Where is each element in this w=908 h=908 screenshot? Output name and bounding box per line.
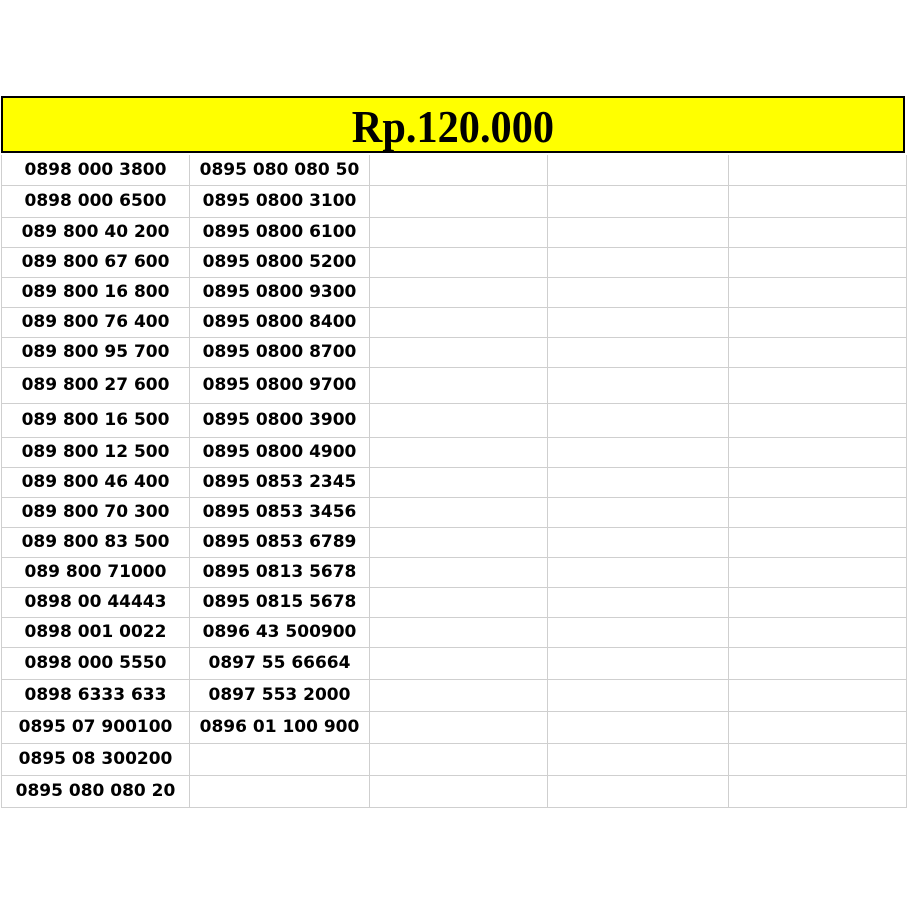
table-cell: 0895 0800 8400 xyxy=(190,307,370,337)
table-row xyxy=(2,367,907,403)
table-cell xyxy=(729,367,907,403)
table-cell xyxy=(729,587,907,617)
table-cell xyxy=(370,403,548,437)
table-cell: 0898 00 44443 xyxy=(2,587,190,617)
table-cell xyxy=(729,155,907,185)
table-cell xyxy=(370,467,548,497)
table-cell: 0895 080 080 20 xyxy=(2,775,190,807)
table-cell: 0898 001 0022 xyxy=(2,617,190,647)
table-cell xyxy=(729,679,907,711)
table-cell xyxy=(548,307,729,337)
table-cell xyxy=(370,277,548,307)
table-cell xyxy=(190,743,370,775)
table-cell: 089 800 67 600 xyxy=(2,247,190,277)
table-cell xyxy=(729,307,907,337)
table-cell: 0896 43 500900 xyxy=(190,617,370,647)
table-cell: 089 800 27 600 xyxy=(2,367,190,403)
table-row xyxy=(2,497,907,527)
price-title: Rp.120.000 xyxy=(351,100,555,152)
table-cell xyxy=(729,617,907,647)
table-cell: 0895 0800 8700 xyxy=(190,337,370,367)
table-cell xyxy=(370,185,548,217)
table-cell xyxy=(370,155,548,185)
table-cell xyxy=(370,679,548,711)
table-cell: 0896 01 100 900 xyxy=(190,711,370,743)
table-row xyxy=(2,155,907,185)
table-cell: 0895 0813 5678 xyxy=(190,557,370,587)
table-cell xyxy=(370,647,548,679)
table-cell xyxy=(190,775,370,807)
table-cell: 0897 55 66664 xyxy=(190,647,370,679)
table-row xyxy=(2,743,907,775)
table-cell xyxy=(729,557,907,587)
table-cell xyxy=(370,617,548,647)
table-cell: 089 800 16 500 xyxy=(2,403,190,437)
table-row xyxy=(2,711,907,743)
table-cell: 0895 0853 2345 xyxy=(190,467,370,497)
table-cell xyxy=(370,557,548,587)
table-cell: 089 800 70 300 xyxy=(2,497,190,527)
table-cell: 0898 000 6500 xyxy=(2,185,190,217)
table-cell xyxy=(370,247,548,277)
table-cell: 0895 0853 6789 xyxy=(190,527,370,557)
table-cell: 089 800 46 400 xyxy=(2,467,190,497)
table-cell xyxy=(548,467,729,497)
table-cell xyxy=(729,337,907,367)
table-row xyxy=(2,557,907,587)
table-cell: 0897 553 2000 xyxy=(190,679,370,711)
table-cell: 0898 6333 633 xyxy=(2,679,190,711)
table-cell: 0895 0800 6100 xyxy=(190,217,370,247)
table-cell: 0898 000 5550 xyxy=(2,647,190,679)
table-cell: 0895 0815 5678 xyxy=(190,587,370,617)
table-row xyxy=(2,277,907,307)
table-cell xyxy=(370,367,548,403)
table-row xyxy=(2,337,907,367)
table-cell xyxy=(548,587,729,617)
table-cell xyxy=(548,277,729,307)
table-row xyxy=(2,679,907,711)
table-cell xyxy=(729,185,907,217)
table-cell: 0895 0800 3900 xyxy=(190,403,370,437)
table-row xyxy=(2,307,907,337)
table-row xyxy=(2,185,907,217)
table-cell xyxy=(370,775,548,807)
table-cell xyxy=(370,437,548,467)
table-row xyxy=(2,217,907,247)
table-row xyxy=(2,775,907,807)
table-cell: 089 800 95 700 xyxy=(2,337,190,367)
table-cell xyxy=(370,527,548,557)
table-cell: 089 800 12 500 xyxy=(2,437,190,467)
table-row xyxy=(2,617,907,647)
table-cell xyxy=(548,155,729,185)
table-cell: 0895 0800 9700 xyxy=(190,367,370,403)
table-cell xyxy=(548,775,729,807)
table-cell: 0895 0800 4900 xyxy=(190,437,370,467)
table-cell xyxy=(548,247,729,277)
table-row xyxy=(2,587,907,617)
number-table-body xyxy=(2,155,907,807)
table-cell: 0895 0800 3100 xyxy=(190,185,370,217)
table-cell: 0898 000 3800 xyxy=(2,155,190,185)
table-cell xyxy=(548,437,729,467)
table-cell xyxy=(548,617,729,647)
table-cell xyxy=(370,337,548,367)
number-table xyxy=(1,155,907,808)
table-row xyxy=(2,437,907,467)
table-cell xyxy=(548,557,729,587)
table-cell: 0895 0800 9300 xyxy=(190,277,370,307)
table-cell xyxy=(729,467,907,497)
table-row xyxy=(2,247,907,277)
table-cell xyxy=(548,497,729,527)
table-cell xyxy=(370,217,548,247)
table-cell xyxy=(548,679,729,711)
table-cell: 0895 07 900100 xyxy=(2,711,190,743)
table-cell xyxy=(548,527,729,557)
table-cell xyxy=(548,711,729,743)
table-cell: 089 800 71000 xyxy=(2,557,190,587)
table-cell xyxy=(729,277,907,307)
table-row xyxy=(2,467,907,497)
table-cell xyxy=(729,647,907,679)
table-cell xyxy=(729,403,907,437)
table-cell xyxy=(548,743,729,775)
price-header xyxy=(1,96,905,153)
table-cell xyxy=(729,497,907,527)
table-cell xyxy=(548,403,729,437)
table-cell: 089 800 16 800 xyxy=(2,277,190,307)
table-cell xyxy=(729,711,907,743)
table-cell: 089 800 76 400 xyxy=(2,307,190,337)
table-cell xyxy=(370,711,548,743)
table-row xyxy=(2,403,907,437)
table-cell xyxy=(370,587,548,617)
table-cell xyxy=(370,307,548,337)
table-cell: 089 800 83 500 xyxy=(2,527,190,557)
table-cell xyxy=(548,337,729,367)
table-cell xyxy=(548,367,729,403)
table-cell xyxy=(729,437,907,467)
table-cell xyxy=(548,647,729,679)
table-cell: 0895 080 080 50 xyxy=(190,155,370,185)
table-row xyxy=(2,527,907,557)
table-cell xyxy=(370,497,548,527)
table-cell xyxy=(729,217,907,247)
table-cell xyxy=(729,527,907,557)
table-cell: 0895 0800 5200 xyxy=(190,247,370,277)
table-cell xyxy=(548,185,729,217)
table-cell xyxy=(729,743,907,775)
table-cell xyxy=(370,743,548,775)
table-cell: 0895 08 300200 xyxy=(2,743,190,775)
table-cell xyxy=(729,775,907,807)
table-cell xyxy=(729,247,907,277)
table-cell xyxy=(548,217,729,247)
table-row xyxy=(2,647,907,679)
table-cell: 0895 0853 3456 xyxy=(190,497,370,527)
table-cell: 089 800 40 200 xyxy=(2,217,190,247)
